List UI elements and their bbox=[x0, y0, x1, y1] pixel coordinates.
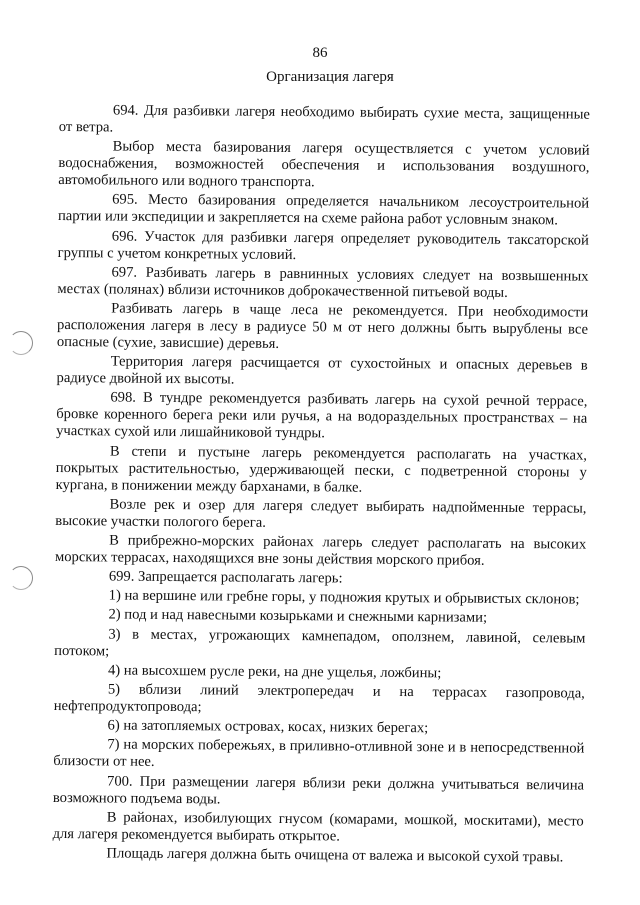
paragraph-697: 697. Разбивать лагерь в равнинных условиях следует на возвышенных местах (полянах) вблизи источников доброкачественной питьевой воды. bbox=[57, 264, 589, 301]
list-item: 7) на морских побережьях, в приливно-отливной зоне и в непосредственной близости от нее. bbox=[53, 736, 585, 771]
list-item: 2) под и над навесными козырьками и снежными карнизами; bbox=[108, 606, 488, 627]
paragraph-insects: В районах, изобилующих гнусом (комарами, мошкой, москитами), место для лагеря рекомендуется выбирать открытое. bbox=[52, 809, 584, 845]
paragraph-coastal: В прибрежно-морских районах лагерь следует располагать на высоких морских террасах, находящихся вне зоны действия морского прибоя. bbox=[54, 532, 587, 569]
list-item: 4) на высохшем русле реки, на дне ущелья, ложбины; bbox=[107, 662, 442, 682]
punch-hole-upper bbox=[9, 331, 33, 355]
list-item: 5) вблизи линий электропередач и на террасах газопровода, нефтепродуктопровода; bbox=[53, 681, 585, 716]
paragraph-site-choice: Выбор места базирования лагеря осуществляется с учетом условий водоснабжения, возможностей обеспечения и использования воздушного, автомобильного или водного транспорта. bbox=[58, 138, 590, 191]
list-item: 3) в местах, угрожающих камнепадом, оползнем, лавиной, селевым потоком; bbox=[54, 626, 586, 660]
paragraph-area-cleanup: Площадь лагеря должна быть очищена от валежа и высокой сухой травы. bbox=[106, 845, 564, 866]
list-item: 1) на вершине или гребне горы, у подножия крутых и обрывистых склонов; bbox=[108, 587, 580, 608]
paragraph-694: 694. Для разбивки лагеря необходимо выбирать сухие места, защищенные от ветра. bbox=[58, 102, 590, 136]
paragraph-rivers: Возле рек и озер для лагеря следует выбирать надпойменные террасы, высокие участки пологого берега. bbox=[55, 496, 587, 531]
page-number: 86 bbox=[312, 45, 328, 61]
document-body bbox=[52, 102, 590, 869]
paragraph-696: 696. Участок для разбивки лагеря определяет руководитель таксаторской группы с учетом конкретных условий. bbox=[57, 228, 589, 263]
page-title: Организация лагеря bbox=[266, 69, 394, 85]
paragraph-700: 700. При размещении лагеря вблизи реки должна учитываться величина возможного подъема воды. bbox=[52, 773, 585, 807]
paragraph-699: 699. Запрещается располагать лагерь: bbox=[108, 568, 343, 587]
paragraph-698: 698. В тундре рекомендуется разбивать лагерь на сухой речной террасе, бровке коренного берега реки или ручья, а на водораздельных пространствах – на участках сухой или лишайниковой тундры. bbox=[56, 389, 588, 442]
punch-hole-lower bbox=[9, 566, 33, 590]
paragraph-forest: Разбивать лагерь в чаще леса не рекомендуется. При необходимости расположения лагеря в лесу в радиусе 50 м от него должны быть вырублены все опасные (сухие, зависшие) деревья. bbox=[56, 300, 589, 352]
paragraph-clearing: Территория лагеря расчищается от сухостойных и опасных деревьев в радиусе двойной их высоты. bbox=[56, 353, 588, 388]
list-item: 6) на затопляемых островах, косах, низких берегах; bbox=[107, 717, 429, 737]
paragraph-steppe: В степи и пустыне лагерь рекомендуется располагать на участках, покрытых растительностью, удерживающей пески, с подветренной стороны у кургана, в понижении между барханами, в балке. bbox=[55, 442, 588, 496]
paragraph-695: 695. Место базирования определяется начальником лесоустроительной партии или экспедиции и закрепляется на схеме района работ условным знаком. bbox=[57, 191, 590, 229]
